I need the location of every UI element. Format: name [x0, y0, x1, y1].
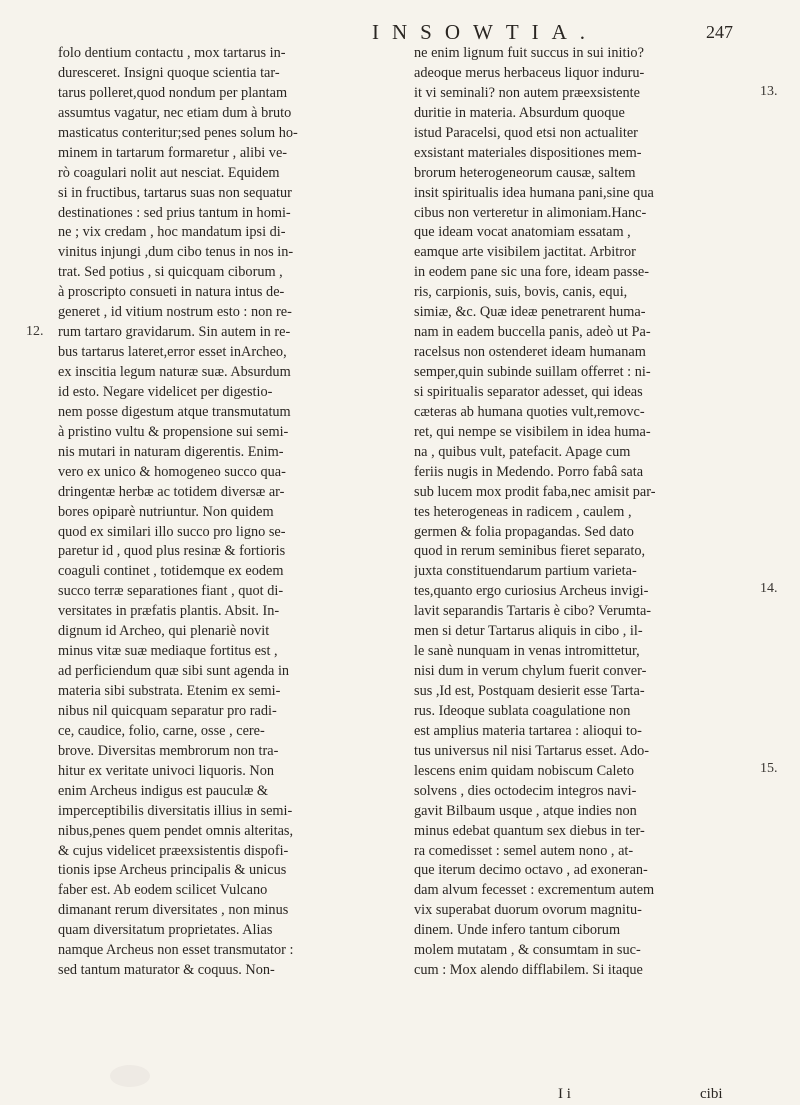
text-line: dignum id Archeo, qui plenariè novit: [58, 623, 270, 640]
text-line: sed tantum maturator & coquus. Non-: [58, 962, 275, 979]
text-line: ris, carpionis, suis, bovis, canis, equi,: [414, 284, 628, 301]
text-line: minem in tartarum formaretur , alibi ve-: [58, 144, 288, 161]
text-line: istud Paracelsi, quod etsi non actualiter: [414, 124, 638, 141]
text-line: exsistant materiales dispositiones mem-: [414, 144, 642, 161]
text-line: dimanant rerum diversitates , non minus: [58, 902, 289, 919]
text-line: faber est. Ab eodem scilicet Vulcano: [58, 882, 268, 899]
text-line: ce, caudice, folio, carne, osse , cere-: [58, 722, 265, 739]
text-line: ad perficiendum quæ sibi sunt agenda in: [58, 663, 290, 680]
text-line: dam alvum fecesset : excrementum autem: [414, 882, 655, 899]
text-line: adeoque merus herbaceus liquor induru-: [414, 64, 645, 81]
text-line: nibus nil quicquam separatur pro radi-: [58, 702, 277, 719]
running-title: INSOWTIA.: [372, 20, 599, 44]
text-line: tes heterogeneas in radicem , caulem ,: [414, 503, 632, 520]
text-line: generet , id vitium nostrum esto : non re-: [58, 304, 292, 321]
text-line: simiæ, &c. Quæ ideæ penetrarent huma-: [414, 304, 646, 321]
text-line: rò coagulari nolit aut nesciat. Equidem: [58, 164, 280, 181]
text-line: que ideam vocat anatomiam essatam ,: [414, 224, 631, 241]
text-line: na , quibus vult, patefacit. Apage cum: [414, 443, 631, 460]
text-line: est amplius materia tartarea : alioqui to-: [414, 722, 642, 739]
text-line: dinem. Unde infero tantum ciborum: [414, 922, 621, 939]
text-line: molem mutatam , & consumtam in suc-: [414, 942, 641, 959]
text-line: brorum heterogeneorum causæ, saltem: [414, 164, 636, 181]
text-line: sub lucem mox prodit faba,nec amisit par-: [414, 483, 656, 500]
text-line: destinationes : sed prius tantum in homi-: [58, 204, 291, 221]
margin-section-number: 13.: [760, 84, 778, 99]
text-line: feriis nugis in Medendo. Porro fabâ sata: [414, 463, 644, 480]
margin-section-number: 15.: [760, 761, 778, 776]
signature-mark: I i: [558, 1086, 571, 1102]
text-line: sus ,Id est, Postquam desierit esse Tarta-: [414, 683, 645, 699]
text-line: nis mutari in naturam digerentis. Enim-: [58, 443, 284, 460]
text-line: ret, qui nempe se visibilem in idea huma-: [414, 423, 651, 440]
text-line: lescens enim quidam nobiscum Caleto: [414, 762, 634, 779]
text-line: gavit Bilbaum usque , atque indies non: [414, 802, 637, 819]
text-line: tus universus nil nisi Tartarus esset. Ado-: [414, 742, 650, 759]
text-line: ra comedisset : semel autem nono , at-: [414, 842, 634, 859]
text-line: cæteras ab humana quoties vult,removc-: [414, 403, 645, 420]
text-line: it vi seminali? non autem præexsistente: [414, 84, 640, 101]
text-line: minus vitæ suæ mediaque fortitus est ,: [58, 643, 278, 660]
text-line: hitur ex veritate univoci liquoris. Non: [58, 762, 274, 779]
text-line: rum tartaro gravidarum. Sin autem in re-: [58, 324, 291, 341]
text-line: minus edebat quantum sex diebus in ter-: [414, 822, 645, 839]
text-line: si in fructibus, tartarus suas non sequatur: [58, 184, 292, 201]
catchword: cibi: [700, 1086, 723, 1102]
paper-stain: [110, 1065, 150, 1087]
text-line: in eodem pane sic una fore, ideam passe-: [414, 264, 650, 281]
text-line: imperceptibilis diversitatis illius in semi-: [58, 802, 293, 819]
text-line: paretur id , quod plus resinæ & fortioris: [58, 543, 286, 560]
right-text-column: [414, 44, 754, 981]
text-line: lavit separandis Tartaris è cibo? Verumta-: [414, 603, 652, 620]
text-line: succo terræ separationes fiant , quot di-: [58, 583, 284, 600]
text-line: & cujus videlicet præexsistentis dispofi-: [58, 842, 289, 859]
text-line: tionis ipse Archeus principalis & unicus: [58, 862, 287, 879]
text-line: id esto. Negare videlicet per digestio-: [58, 383, 273, 400]
page-number: 247: [706, 22, 733, 42]
text-line: namque Archeus non esset transmutator :: [58, 942, 294, 959]
text-line: versitates in præfatis plantis. Absit. In-: [58, 603, 280, 620]
text-line: folo dentium contactu , mox tartarus in-: [58, 45, 286, 61]
text-line: brove. Diversitas membrorum non tra-: [58, 742, 279, 759]
left-text-column: [58, 44, 398, 981]
text-line: à pristino vultu & propensione sui semi-: [58, 423, 289, 440]
text-line: que iterum decimo octavo , ad exoneran-: [414, 862, 648, 879]
text-line: enim Archeus indigus est pauculæ &: [58, 782, 269, 799]
text-line: duresceret. Insigni quoque scientia tar-: [58, 64, 280, 81]
text-line: ne enim lignum fuit succus in sui initio?: [414, 45, 644, 61]
text-line: nibus,penes quem pendet omnis alteritas,: [58, 822, 294, 839]
text-line: à proscripto consueti in natura intus de-: [58, 284, 285, 301]
text-line: le sanè nunquam in venas intromittetur,: [414, 643, 640, 660]
text-line: quod in rerum seminibus fieret separato,: [414, 543, 646, 560]
text-line: materia sibi substrata. Etenim ex semi-: [58, 683, 281, 699]
text-line: rus. Ideoque sublata coagulatione non: [414, 702, 631, 719]
text-line: eamque arte visibilem jactitat. Arbitror: [414, 244, 636, 261]
text-line: tes,quanto ergo curiosius Archeus invigi-: [414, 583, 649, 600]
text-line: bus tartarus lateret,error esset inArcheo,: [58, 344, 287, 361]
margin-section-number: 14.: [760, 581, 778, 596]
text-line: nem posse digestum atque transmutatum: [58, 403, 291, 420]
text-line: vinitus injungi ,dum cibo tenus in nos in-: [58, 244, 294, 261]
text-line: quam diversitatum proprietates. Alias: [58, 922, 273, 939]
text-line: solvens , dies octodecim integros navi-: [414, 782, 637, 799]
text-line: juxta constituendarum partium varieta-: [414, 563, 637, 580]
text-line: racelsus non ostenderet ideam humanam: [414, 344, 646, 361]
text-line: nam in eadem buccella panis, adeò ut Pa-: [414, 324, 651, 341]
text-line: men si detur Tartarus aliquis in cibo , il-: [414, 623, 643, 640]
text-line: ex inscitia legum naturæ suæ. Absurdum: [58, 364, 291, 380]
text-line: cibus non verteretur in alimoniam.Hanc-: [414, 204, 647, 221]
text-line: dringentæ herbæ ac totidem diversæ ar-: [58, 483, 285, 500]
text-line: tarus polleret,quod nondum per plantam: [58, 84, 288, 101]
text-line: insit spiritualis idea humana pani,sine qua: [414, 184, 654, 201]
text-line: duritie in materia. Absurdum quoque: [414, 104, 625, 121]
text-line: semper,quin subinde suillam offerret : ni-: [414, 364, 651, 380]
text-line: assumtus vagatur, nec etiam dum à bruto: [58, 104, 292, 121]
text-line: si spiritualis separator adesset, qui ideas: [414, 383, 643, 400]
text-line: bores opiparè nutriuntur. Non quidem: [58, 503, 274, 520]
text-line: ne ; vix credam , hoc mandatum ipsi di-: [58, 224, 286, 241]
text-line: vix superabat duorum ovorum magnitu-: [414, 902, 642, 919]
text-line: cum : Mox alendo difflabilem. Si itaque: [414, 962, 643, 979]
margin-section-number: 12.: [26, 324, 44, 339]
text-line: nisi dum in verum chylum fuerit conver-: [414, 663, 647, 680]
text-line: trat. Sed potius , si quicquam ciborum ,: [58, 264, 283, 281]
text-line: quod ex similari illo succo pro ligno se-: [58, 523, 286, 540]
text-line: germen & folia propagandas. Sed dato: [414, 523, 634, 540]
text-line: vero ex unico & homogeneo succo qua-: [58, 463, 286, 480]
text-line: coaguli continet , totidemque ex eodem: [58, 563, 284, 580]
text-line: masticatus conteritur;sed penes solum ho-: [58, 124, 298, 141]
